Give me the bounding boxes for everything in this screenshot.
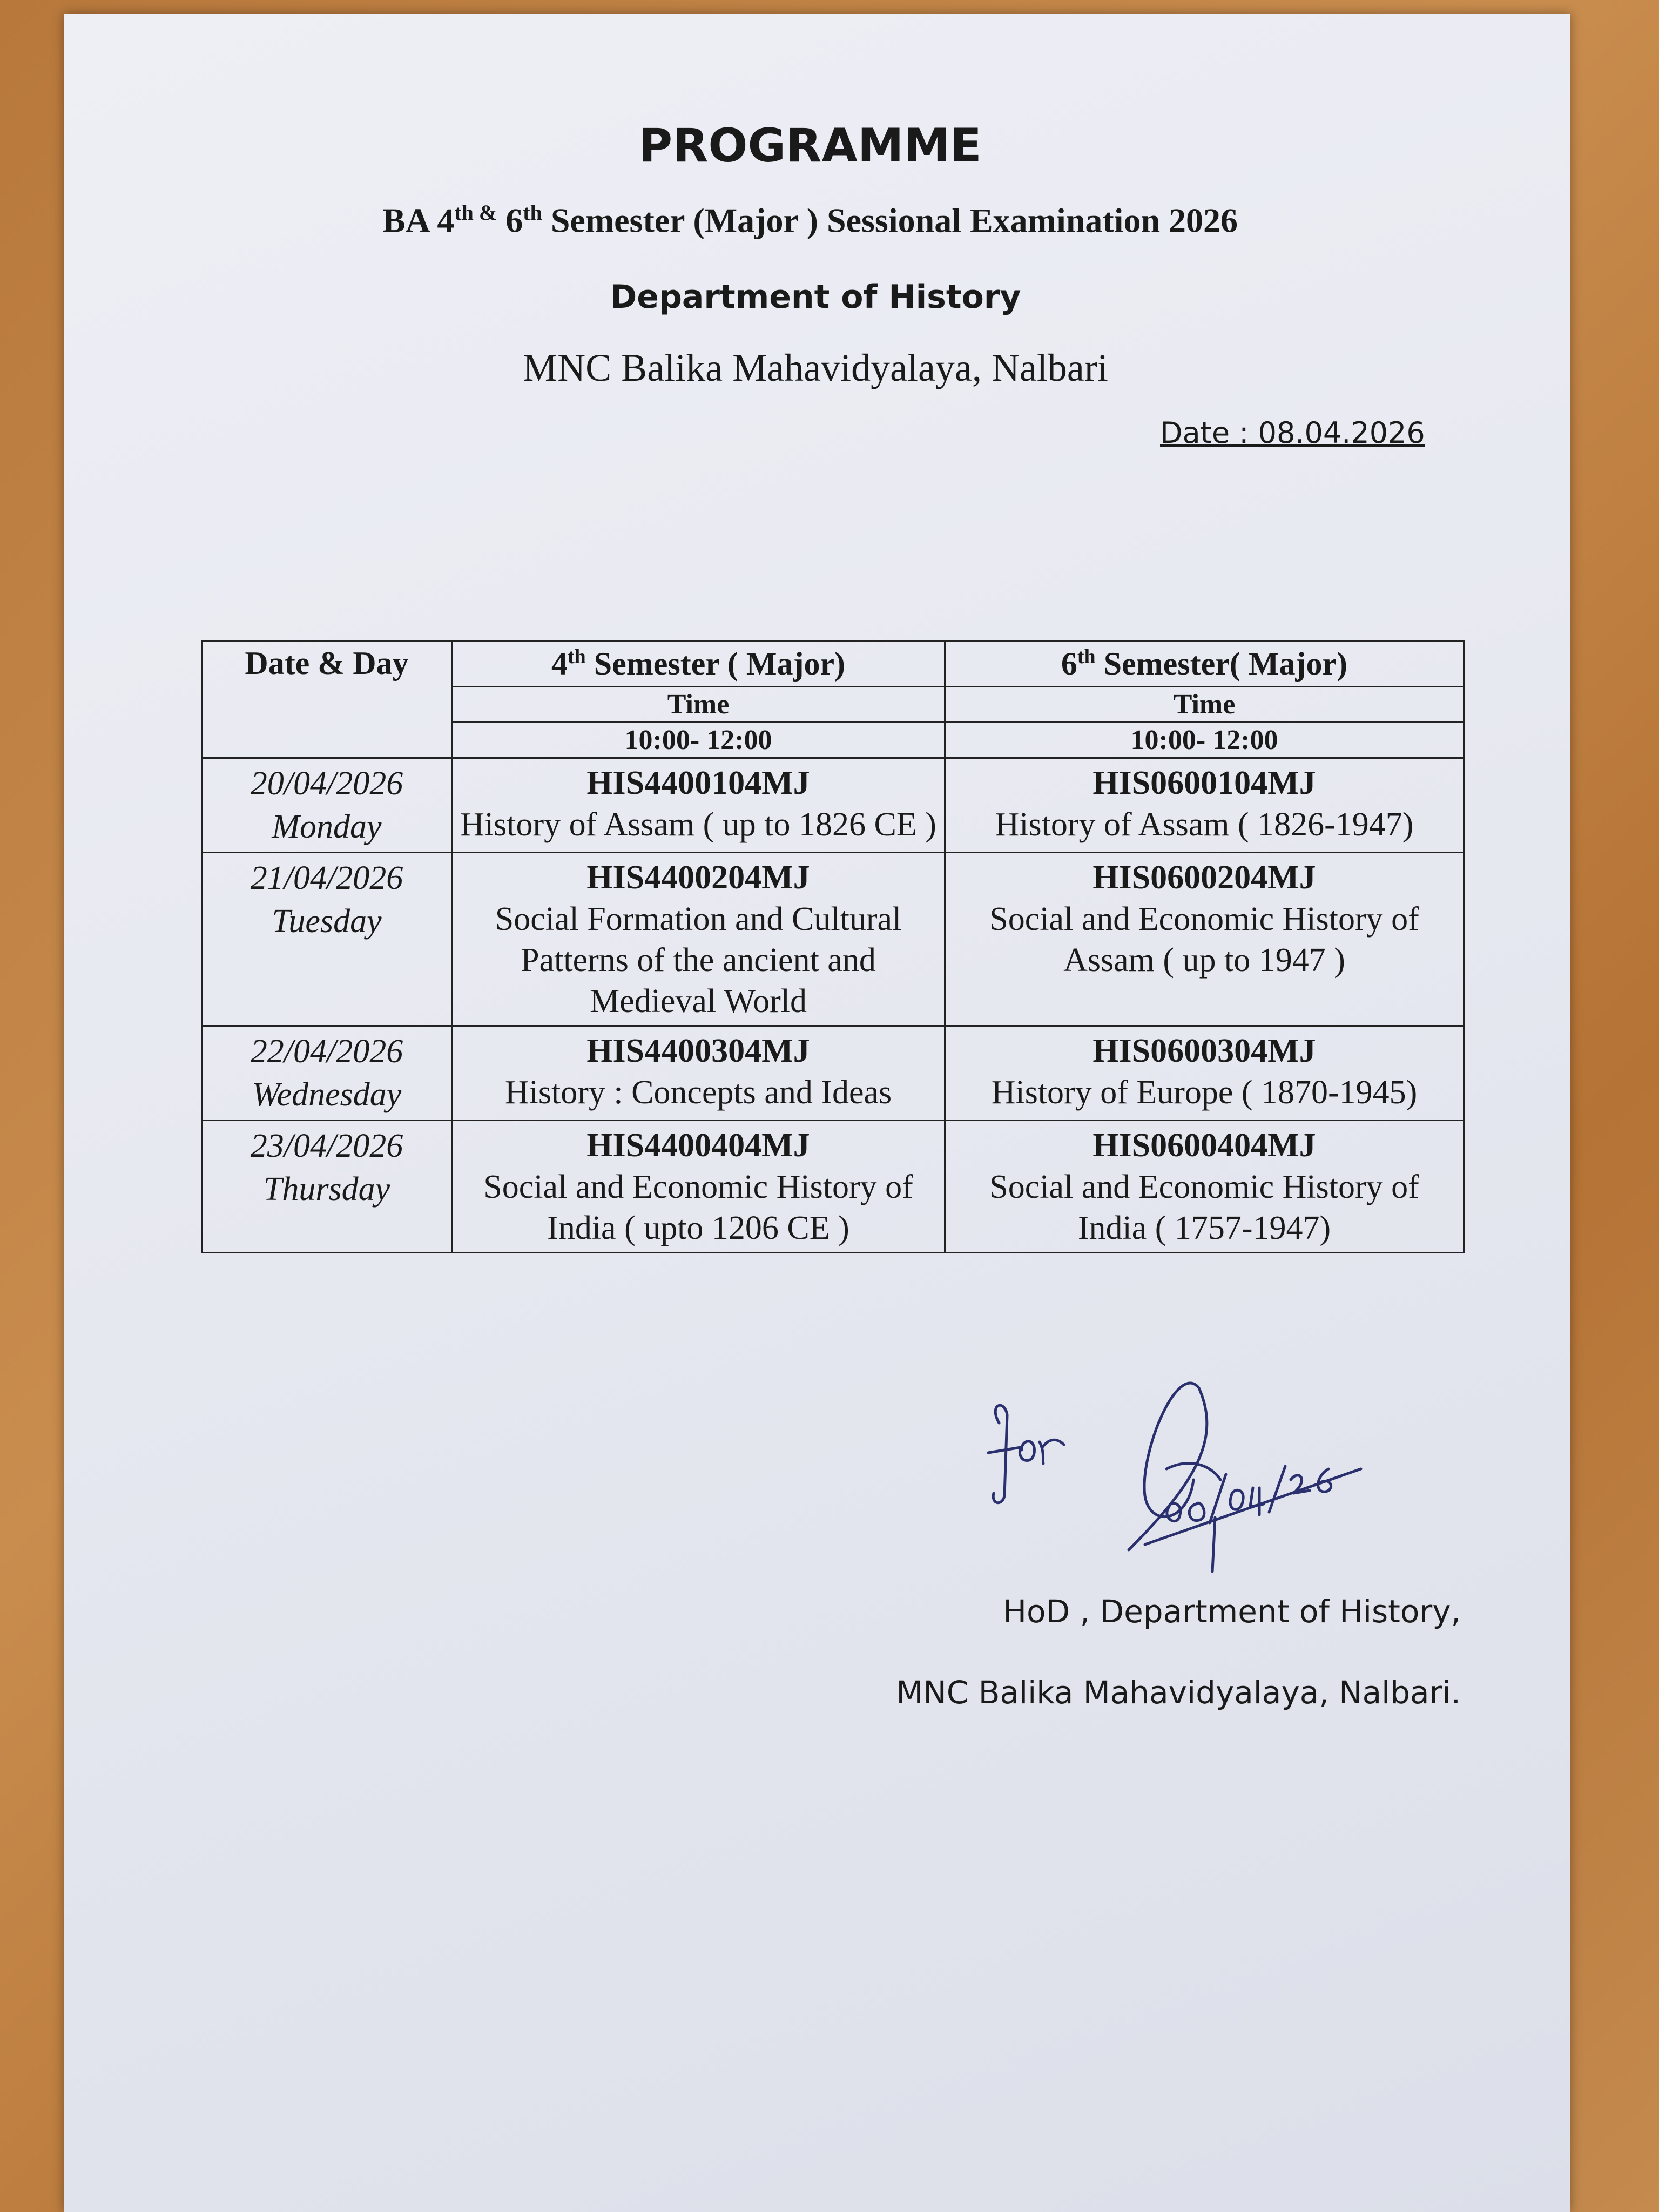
exam-date: 23/04/2026 [250,1128,403,1164]
sem4-paper-cell [452,758,945,853]
exam-day: Wednesday [252,1076,402,1113]
sem4-paper-code: HIS4400304MJ [586,1033,810,1069]
subtitle-prefix: BA 4 [382,201,455,240]
sig-digit-8 [1189,1503,1204,1520]
exam-day: Thursday [263,1171,390,1208]
sem4-sup: th [567,645,586,668]
sig-stroke-main [1129,1383,1207,1550]
exam-subtitle [0,200,1620,240]
sem4-paper-cell [452,1026,945,1121]
table-row [202,853,1464,1026]
sem4-paper-title: History : Concepts and Ideas [504,1074,892,1111]
sem6-paper-code: HIS0600104MJ [1092,765,1316,801]
subtitle-mid: 6 [497,201,523,240]
department-name: Department of History [610,278,1021,316]
sem6-paper-title: Social and Economic History of India ( 1757-1947) [989,1169,1419,1246]
sem4-paper-code: HIS4400204MJ [586,859,810,896]
sem4-paper-code: HIS4400404MJ [586,1127,810,1164]
sem6-paper-code: HIS0600404MJ [1092,1127,1316,1164]
sem6-paper-code: HIS0600204MJ [1092,859,1316,896]
signatory-title: HoD , Department of History, [1003,1593,1461,1630]
signatory-college: MNC Balika Mahavidyalaya, Nalbari. [896,1674,1461,1711]
sem6-time-label: Time [945,687,1464,723]
sem6-paper-cell [945,1026,1464,1121]
date-day-cell [202,853,452,1026]
sem4-paper-cell [452,1121,945,1253]
table-row [202,1026,1464,1121]
subtitle-sup-2: th [523,200,542,225]
sem4-paper-title: Social Formation and Cultural Patterns of the ancient and Medieval World [495,901,902,1020]
exam-date: 22/04/2026 [250,1033,403,1070]
sig-stroke-f-bar [988,1447,1021,1453]
sem4-paper-title: History of Assam ( up to 1826 CE ) [460,806,936,843]
header-date-day: Date & Day [202,641,452,758]
page-title: PROGRAMME [638,119,982,173]
sem4-paper-code: HIS4400104MJ [586,765,810,801]
sem4-time-label: Time [452,687,945,723]
sem6-num: 6 [1061,646,1077,682]
sem6-paper-cell [945,1121,1464,1253]
header-sem4 [452,641,945,687]
issue-date: Date : 08.04.2026 [1160,416,1425,450]
sem4-num: 4 [551,646,568,682]
sem4-label: Semester ( Major) [585,646,846,682]
sig-stroke-f [993,1405,1007,1502]
exam-date: 21/04/2026 [250,860,403,896]
date-day-cell [202,1026,452,1121]
exam-date: 20/04/2026 [250,765,403,802]
table-header-row [202,641,1464,687]
sig-stroke-o [1020,1441,1034,1461]
sem6-time-value: 10:00- 12:00 [945,723,1464,758]
subtitle-sup-1: th & [454,200,497,225]
sem6-paper-code: HIS0600304MJ [1092,1033,1316,1069]
sem6-paper-title: History of Assam ( 1826-1947) [995,806,1414,843]
sem6-sup: th [1077,645,1096,668]
date-day-cell [202,758,452,853]
sem4-paper-title: Social and Economic History of India ( upto 1206 CE ) [483,1169,913,1246]
sig-tail [1212,1518,1215,1572]
sem6-paper-title: History of Europe ( 1870-1945) [991,1074,1418,1111]
sig-digit-4 [1250,1488,1264,1515]
sem6-paper-cell [945,853,1464,1026]
table-row [202,758,1464,853]
exam-day: Tuesday [272,903,382,940]
header-sem6 [945,641,1464,687]
college-name: MNC Balika Mahavidyalaya, Nalbari [523,346,1108,389]
sem6-paper-title: Social and Economic History of Assam ( up to 1947 ) [989,901,1419,979]
sem4-time-value: 10:00- 12:00 [452,723,945,758]
sem6-label: Semester( Major) [1095,646,1348,682]
date-day-cell [202,1121,452,1253]
sem4-paper-cell [452,853,945,1026]
handwritten-signature [983,1372,1393,1582]
subtitle-suffix: Semester (Major ) Sessional Examination 2026 [542,201,1238,240]
sig-slash-2 [1269,1466,1285,1512]
table-row [202,1121,1464,1253]
exam-schedule-table [201,640,1465,1253]
exam-day: Monday [272,808,382,845]
sig-stroke-r [1040,1440,1064,1464]
sig-digit-0b [1230,1490,1243,1509]
sem6-paper-cell [945,758,1464,853]
